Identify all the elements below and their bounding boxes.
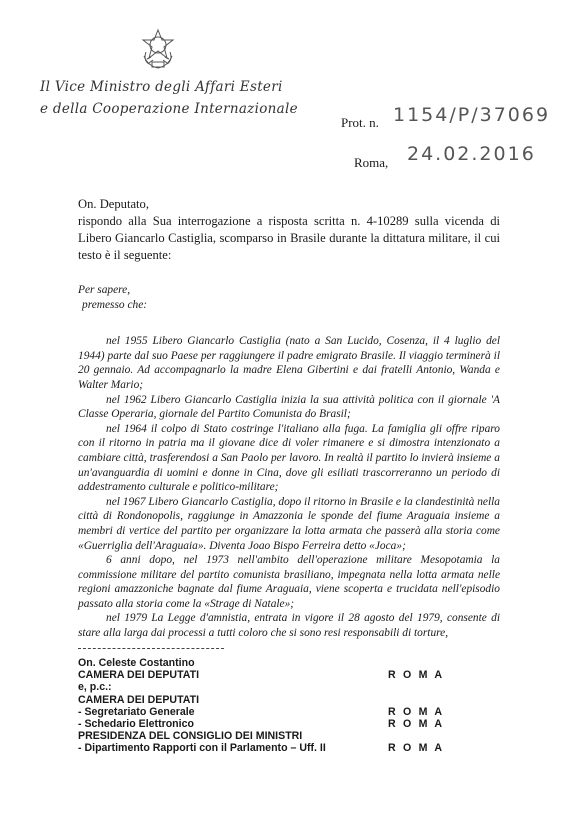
letter-date: 24.02.2016 [407, 143, 536, 165]
letter-intro [78, 196, 500, 264]
opening-line-1: Per sapere, [78, 284, 131, 296]
interrogation-paragraph: nel 1962 Libero Giancarlo Castiglia inizia la sua attività politica con il giornale 'A Classe Operaria, giornale del Partito Comunista do Brasil; [78, 393, 500, 421]
recipient-city: R O M A [388, 669, 445, 682]
recipients-block [78, 657, 445, 755]
recipient-row [78, 730, 438, 742]
recipient-row [78, 705, 445, 718]
interrogation-paragraph: nel 1967 Libero Giancarlo Castiglia, dopo il ritorno in Brasile e la clandestinità nella città di Rondonopolis, raggiunge in Amazzonia le sponde del fiume Araguaia insieme a membri di vertice del partito per organizzare la lotta armata che passerà alla storia come «Guerriglia dell'Araguaia». Diventa Joao Bispo Ferreira detto «Joca»; [78, 495, 500, 552]
opening-line-2: premesso che: [82, 298, 148, 311]
recipient-row [78, 717, 445, 730]
interrogation-paragraph: nel 1979 La Legge d'amnistia, entrata in vigore il 28 agosto del 1979, consente di stare alla larga dai processi a tutti coloro che si sono resi responsabili di torture, [78, 612, 500, 640]
recipient-row [78, 694, 438, 706]
ministry-line-2: e della Cooperazione Internazionale [40, 101, 298, 117]
interrogation-text [78, 283, 500, 641]
recipient-city: R O M A [388, 717, 445, 730]
recipient-name: CAMERA DEI DEPUTATI [78, 669, 200, 682]
recipient-name: On. Celeste Costantino [78, 657, 195, 669]
recipient-name: e, p.c.: [78, 681, 112, 694]
republic-emblem-icon [139, 26, 177, 70]
recipient-name: - Schedario Elettronico [78, 717, 194, 730]
interrogation-paragraph: nel 1955 Libero Giancarlo Castiglia (nato a San Lucido, Cosenza, il 4 luglio del 1944) parte dal suo Paese per raggiungere il padre emigrato Brasile. Il viaggio terminerà il 20 gennaio. Ad accompagnarlo la madre Elena Gibertini e dai fratelli Antonio, Wanda e Walter Mario; [78, 335, 500, 391]
protocol-number: 1154/P/37069 [393, 104, 551, 126]
recipient-name: - Segretariato Generale [78, 705, 195, 718]
recipient-city: R O M A [388, 705, 445, 718]
ministry-line-1: Il Vice Ministro degli Affari Esteri [40, 79, 283, 95]
recipient-row [78, 681, 438, 693]
intro-body: rispondo alla Sua interrogazione a risposta scritta n. 4-10289 sulla vicenda di Libero Giancarlo Castiglia, scomparso in Brasile durante la dittatura militare, il cui testo è il seguente: [78, 214, 500, 262]
address-divider [78, 648, 224, 649]
place-label: Roma, [354, 155, 389, 170]
ministry-heading [40, 76, 298, 120]
recipient-row [78, 657, 438, 669]
recipient-name: CAMERA DEI DEPUTATI [78, 693, 200, 706]
recipient-row [78, 669, 445, 682]
salutation: On. Deputato, [78, 197, 149, 211]
protocol-label: Prot. n. [341, 115, 379, 130]
recipient-name: PRESIDENZA DEL CONSIGLIO DEI MINISTRI [78, 730, 303, 743]
interrogation-paragraph: 6 anni dopo, nel 1973 nell'ambito dell'operazione militare Mesopotamia la commissione militare del partito comunista brasiliano, impegnata nella lotta armata nelle regioni amazzoniche bagnate dal fiume Araguaia, viene scoperta e trucidata nell'episodio passato alla storia come la «Strage di Natale»; [78, 554, 500, 610]
recipient-row [78, 742, 445, 755]
interrogation-opening [78, 283, 500, 312]
interrogation-paragraph: nel 1964 il colpo di Stato costringe l'italiano alla fuga. La famiglia gli offre riparo con il ritorno in patria ma il giovane dice di voler rimanere e si dimostra intenzionato a cambiare città, trasferendosi a San Paolo per lavoro. In realtà il partito lo invierà insieme a un'avanguardia di uomini e donne in Cina, dove gli esiliati trascorreranno un periodo di addestramento culturale e politico-militare; [78, 422, 500, 494]
recipient-name: - Dipartimento Rapporti con il Parlamento – Uff. II [78, 742, 326, 755]
recipient-city: R O M A [388, 742, 445, 755]
